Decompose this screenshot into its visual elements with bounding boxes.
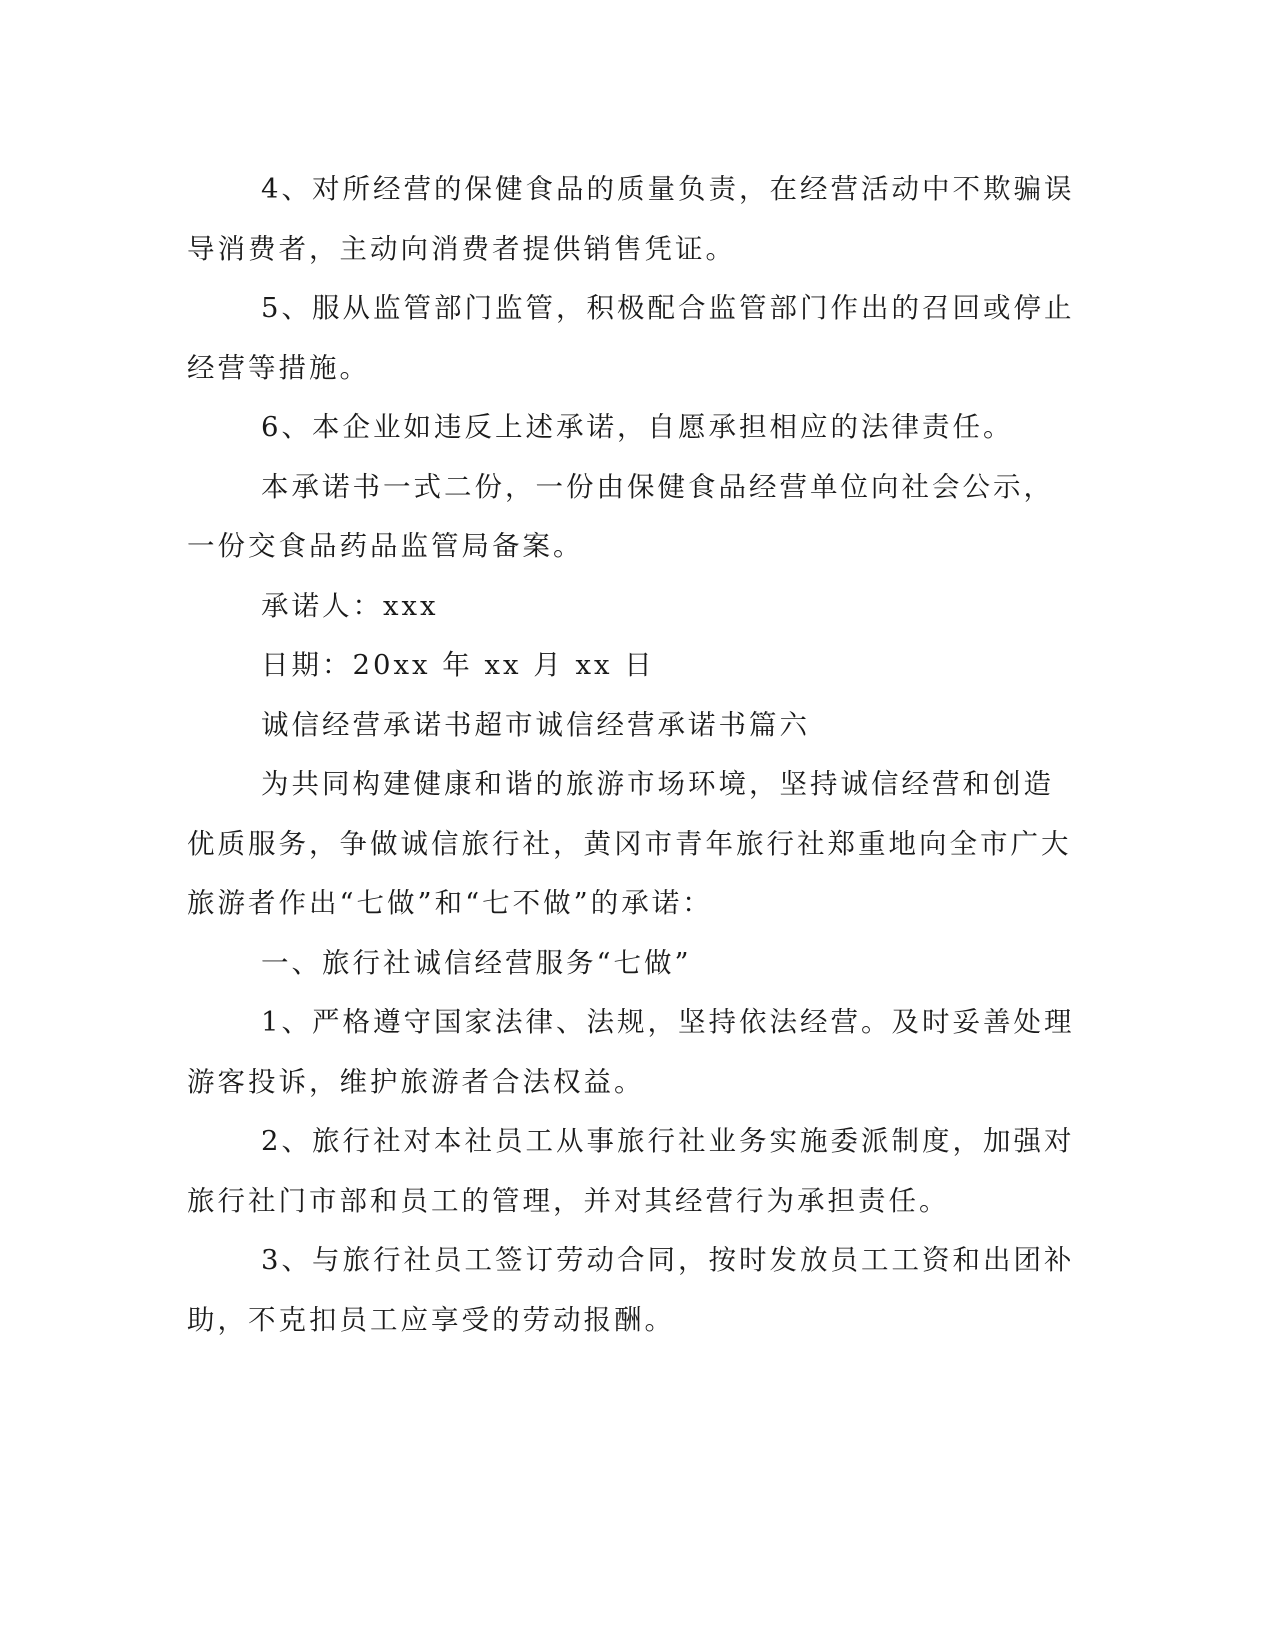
paragraph-do-1: 1、严格遵守国家法律、法规，坚持依法经营。及时妥善处理游客投诉，维护旅游者合法权益。	[187, 1006, 1075, 1098]
promisor-line: 承诺人：xxx	[261, 589, 439, 622]
paragraph-item-4: 4、对所经营的保健食品的质量负责，在经营活动中不欺骗误导消费者，主动向消费者提供销售凭证。	[187, 173, 1075, 265]
paragraph-do-2: 2、旅行社对本社员工从事旅行社业务实施委派制度，加强对旅行社门市部和员工的管理，并对其经营行为承担责任。	[187, 1125, 1075, 1217]
section-title: 诚信经营承诺书超市诚信经营承诺书篇六	[261, 708, 810, 741]
paragraph-copies-note: 本承诺书一式二份，一份由保健食品经营单位向社会公示，一份交食品药品监管局备案。	[187, 470, 1054, 562]
paragraph-intro: 为共同构建健康和谐的旅游市场环境，坚持诚信经营和创造优质服务，争做诚信旅行社，黄冈市青年旅行社郑重地向全市广大旅游者作出“七做”和“七不做”的承诺：	[187, 768, 1072, 919]
paragraph-heading-seven-dos: 一、旅行社诚信经营服务“七做”	[261, 946, 692, 979]
document-body	[187, 160, 1077, 1350]
date-line: 日期：20xx 年 xx 月 xx 日	[261, 649, 655, 681]
paragraph-do-3: 3、与旅行社员工签订劳动合同，按时发放员工工资和出团补助，不克扣员工应享受的劳动报酬。	[187, 1244, 1075, 1336]
paragraph-item-5: 5、服从监管部门监管，积极配合监管部门作出的召回或停止经营等措施。	[187, 292, 1075, 384]
paragraph-item-6: 6、本企业如违反上述承诺，自愿承担相应的法律责任。	[261, 411, 1014, 443]
